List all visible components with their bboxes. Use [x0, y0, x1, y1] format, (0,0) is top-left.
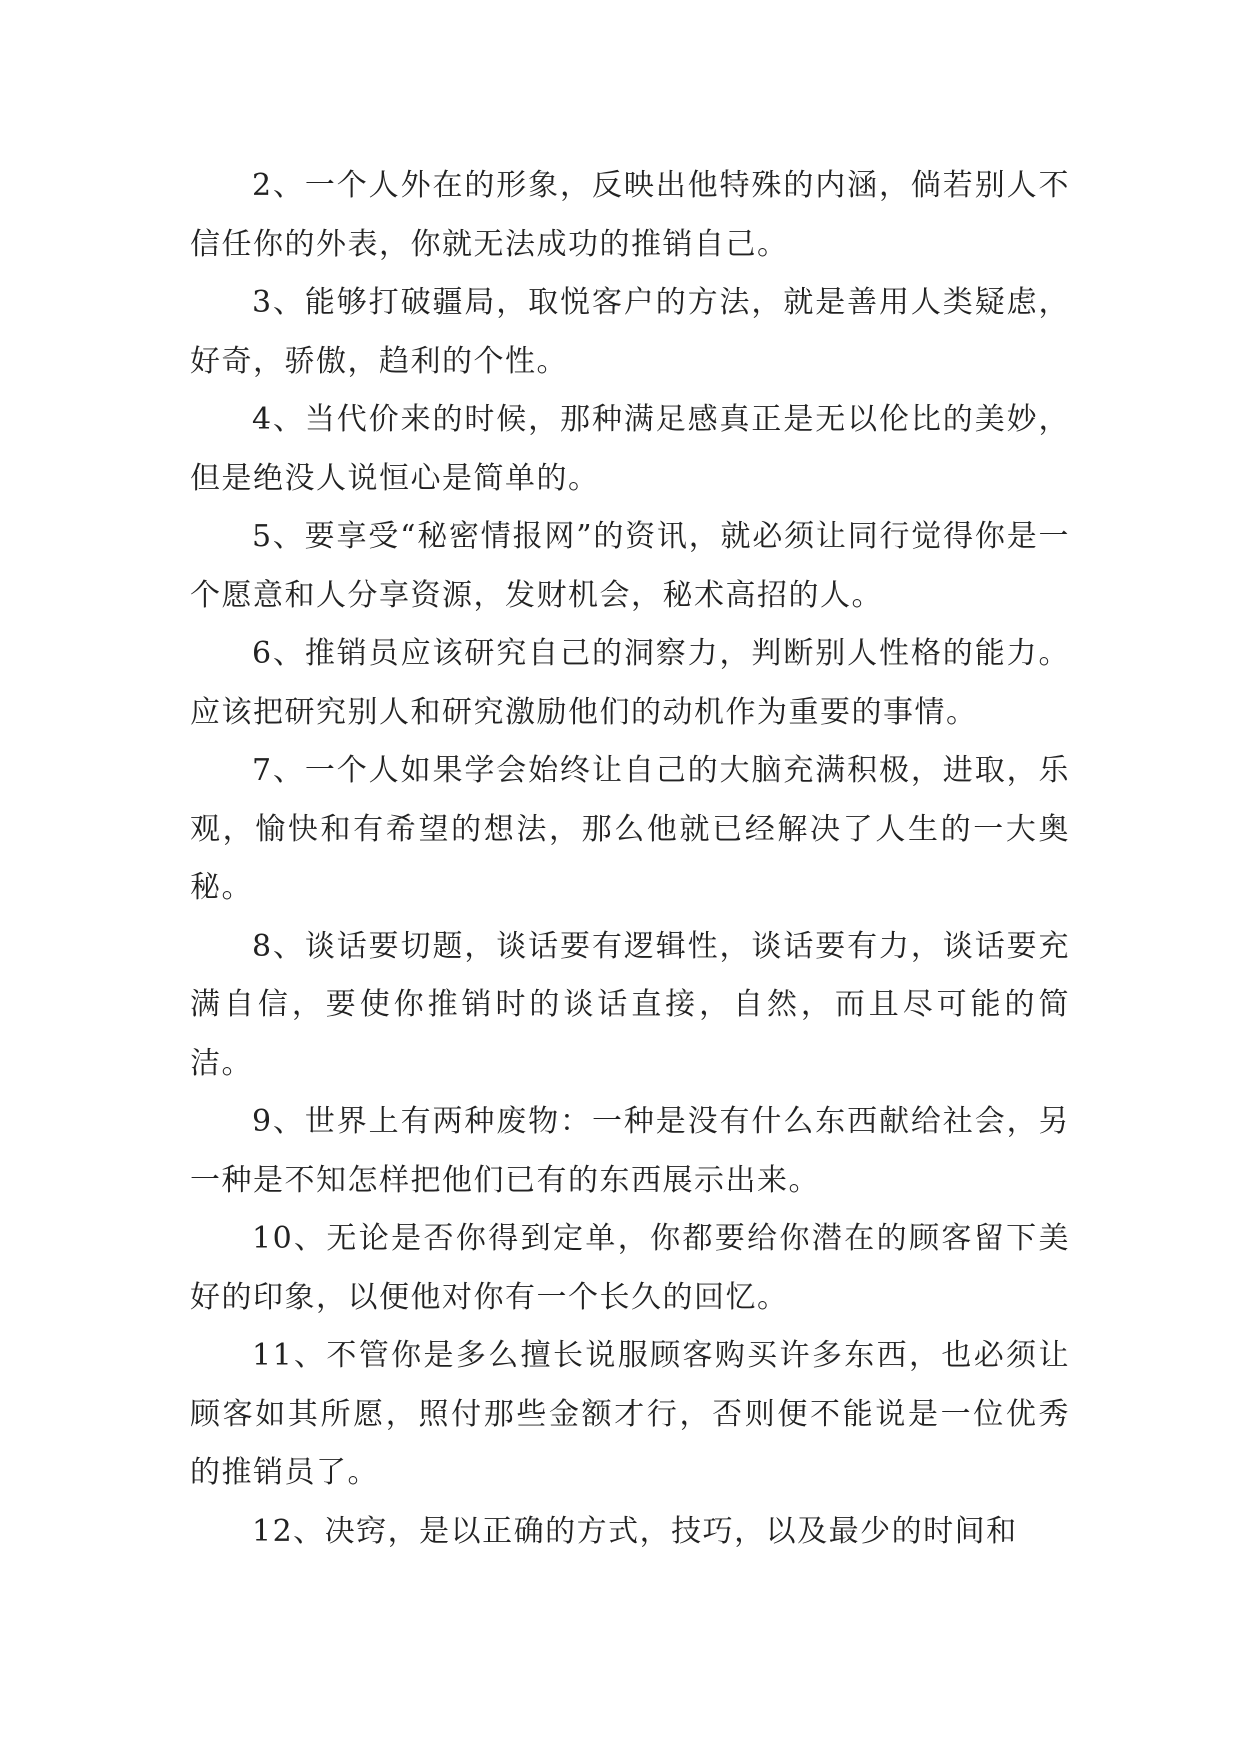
- paragraph-6: 6、推销员应该研究自己的洞察力，判断别人性格的能力。应该把研究别人和研究激励他们的动机作为重要的事情。: [190, 636, 1070, 730]
- paragraph-7: 7、一个人如果学会始终让自己的大脑充满积极，进取，乐观，愉快和有希望的想法，那么他就已经解决了人生的一大奥秘。: [190, 753, 1070, 905]
- paragraph-5: 5、要享受“秘密情报网”的资讯，就必须让同行觉得你是一个愿意和人分享资源，发财机会，秘术高招的人。: [190, 519, 1070, 613]
- paragraph-2: 2、一个人外在的形象，反映出他特殊的内涵，倘若别人不信任你的外表，你就无法成功的推销自己。: [190, 168, 1070, 262]
- paragraph-4: 4、当代价来的时候，那种满足感真正是无以伦比的美妙，但是绝没人说恒心是简单的。: [190, 402, 1070, 496]
- paragraph-10: 10、无论是否你得到定单，你都要给你潜在的顾客留下美好的印象，以便他对你有一个长久的回忆。: [190, 1221, 1070, 1315]
- paragraph-12: 12、决窍，是以正确的方式，技巧，以及最少的时间和: [252, 1513, 1018, 1549]
- paragraph-11: 11、不管你是多么擅长说服顾客购买许多东西，也必须让顾客如其所愿，照付那些金额才行，否则便不能说是一位优秀的推销员了。: [190, 1338, 1070, 1490]
- paragraph-8: 8、谈话要切题，谈话要有逻辑性，谈话要有力，谈话要充满自信，要使你推销时的谈话直接，自然，而且尽可能的简洁。: [190, 928, 1070, 1081]
- paragraph-9: 9、世界上有两种废物：一种是没有什么东西献给社会，另一种是不知怎样把他们已有的东西展示出来。: [190, 1104, 1070, 1198]
- document-body: [190, 157, 1070, 1561]
- paragraph-3: 3、能够打破疆局，取悦客户的方法，就是善用人类疑虑，好奇，骄傲，趋利的个性。: [190, 285, 1070, 379]
